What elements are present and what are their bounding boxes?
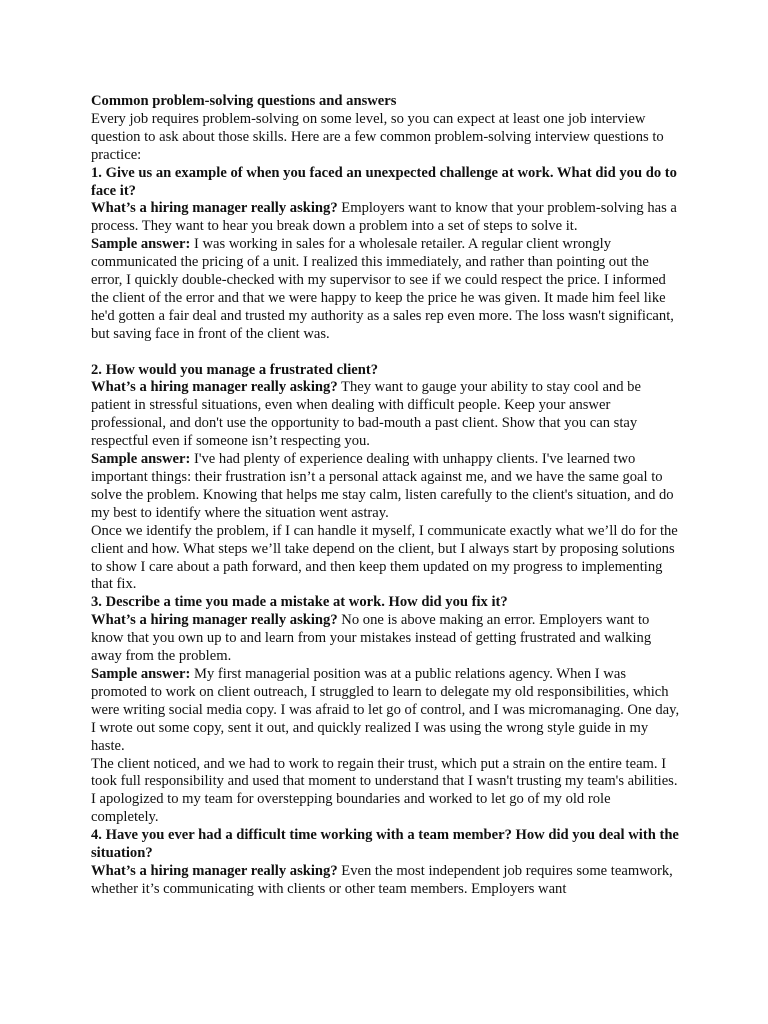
blank-line — [91, 344, 681, 362]
q2-sample-paragraph — [91, 451, 681, 523]
sample-label: Sample answer: — [91, 236, 191, 253]
q3-sample-continued: The client noticed, and we had to work to regain their trust, which put a strain on the entire team. I took full responsibility and used that moment to understand that I wasn't trusting my team's abilities. I apologized to my team for overstepping boundaries and worked to let go of my old role completely. — [91, 755, 678, 826]
q1-sample-text: I was working in sales for a wholesale retailer. A regular client wrongly communicated the pricing of a unit. I realized this immediately, and rather than pointing out the error, I quickly double-checked with my supervisor to see if we could respect the price. I informed the client of the error and that we were happy to keep the price he was given. It made him feel like he'd gotten a fair deal and trusted my authority as a sales rep even more. The loss wasn't significant, but saving face in front of the client was. — [91, 236, 674, 342]
question-4: 4. Have you ever had a difficult time working with a team member? How did you deal with the situation? — [91, 827, 679, 862]
sample-label: Sample answer: — [91, 665, 191, 682]
q3-asking-text: No one is above making an error. Employers want to know that you own up to and learn from your mistakes instead of getting frustrated and walking away from the problem. — [91, 612, 652, 665]
asking-label: What’s a hiring manager really asking? — [91, 612, 338, 629]
q3-asking-paragraph — [91, 612, 681, 666]
document-body — [91, 93, 681, 899]
q2-asking-text: They want to gauge your ability to stay cool and be patient in stressful situations, even when dealing with difficult people. Keep your answer professional, and don't use the opportunity to bad-mouth a past client. Show that you can stay respectful even if someone isn’t respecting you. — [91, 379, 641, 450]
asking-label: What’s a hiring manager really asking? — [91, 862, 338, 879]
asking-label: What’s a hiring manager really asking? — [91, 379, 338, 396]
q1-sample-paragraph — [91, 236, 681, 343]
q2-sample-text: I've had plenty of experience dealing with unhappy clients. I've learned two important things: their frustration isn’t a personal attack against me, and we have the same goal to solve the problem. Knowing that helps me stay calm, listen carefully to the client's situation, and do my best to identify where the situation went astray. — [91, 451, 674, 521]
q1-asking-text: Employers want to know that your problem-solving has a process. They want to hear you break down a problem into a set of steps to solve it. — [91, 200, 677, 235]
q4-asking-text: Even the most independent job requires some teamwork, whether it’s communicating with clients or other team members. Employers want — [91, 862, 673, 897]
sample-label: Sample answer: — [91, 451, 191, 468]
q4-asking-paragraph — [91, 863, 681, 899]
q3-sample-paragraph — [91, 666, 681, 756]
asking-label: What’s a hiring manager really asking? — [91, 200, 338, 217]
q2-asking-paragraph — [91, 379, 681, 451]
question-2: 2. How would you manage a frustrated client? — [91, 361, 379, 378]
question-1: 1. Give us an example of when you faced an unexpected challenge at work. What did you do to face it? — [91, 164, 677, 199]
q2-sample-continued: Once we identify the problem, if I can handle it myself, I communicate exactly what we’ll do for the client and how. What steps we’ll take depend on the client, but I always start by proposing solutions to show I care about a path forward, and then keep them updated on my progress to implementing that fix. — [91, 522, 678, 593]
document-title: Common problem-solving questions and answers — [91, 93, 397, 109]
intro-paragraph: Every job requires problem-solving on some level, so you can expect at least one job interview question to ask about those skills. Here are a few common problem-solving interview questions to practice: — [91, 110, 664, 163]
q3-sample-text: My first managerial position was at a public relations agency. When I was promoted to work on client outreach, I struggled to learn to delegate my old responsibilities, which were writing social media copy. I was afraid to let go of control, and I was micromanaging. One day, I wrote out some copy, sent it out, and quickly realized I was using the wrong style guide in my haste. — [91, 665, 680, 754]
q1-asking-paragraph — [91, 200, 681, 236]
question-3: 3. Describe a time you made a mistake at work. How did you fix it? — [91, 594, 508, 611]
